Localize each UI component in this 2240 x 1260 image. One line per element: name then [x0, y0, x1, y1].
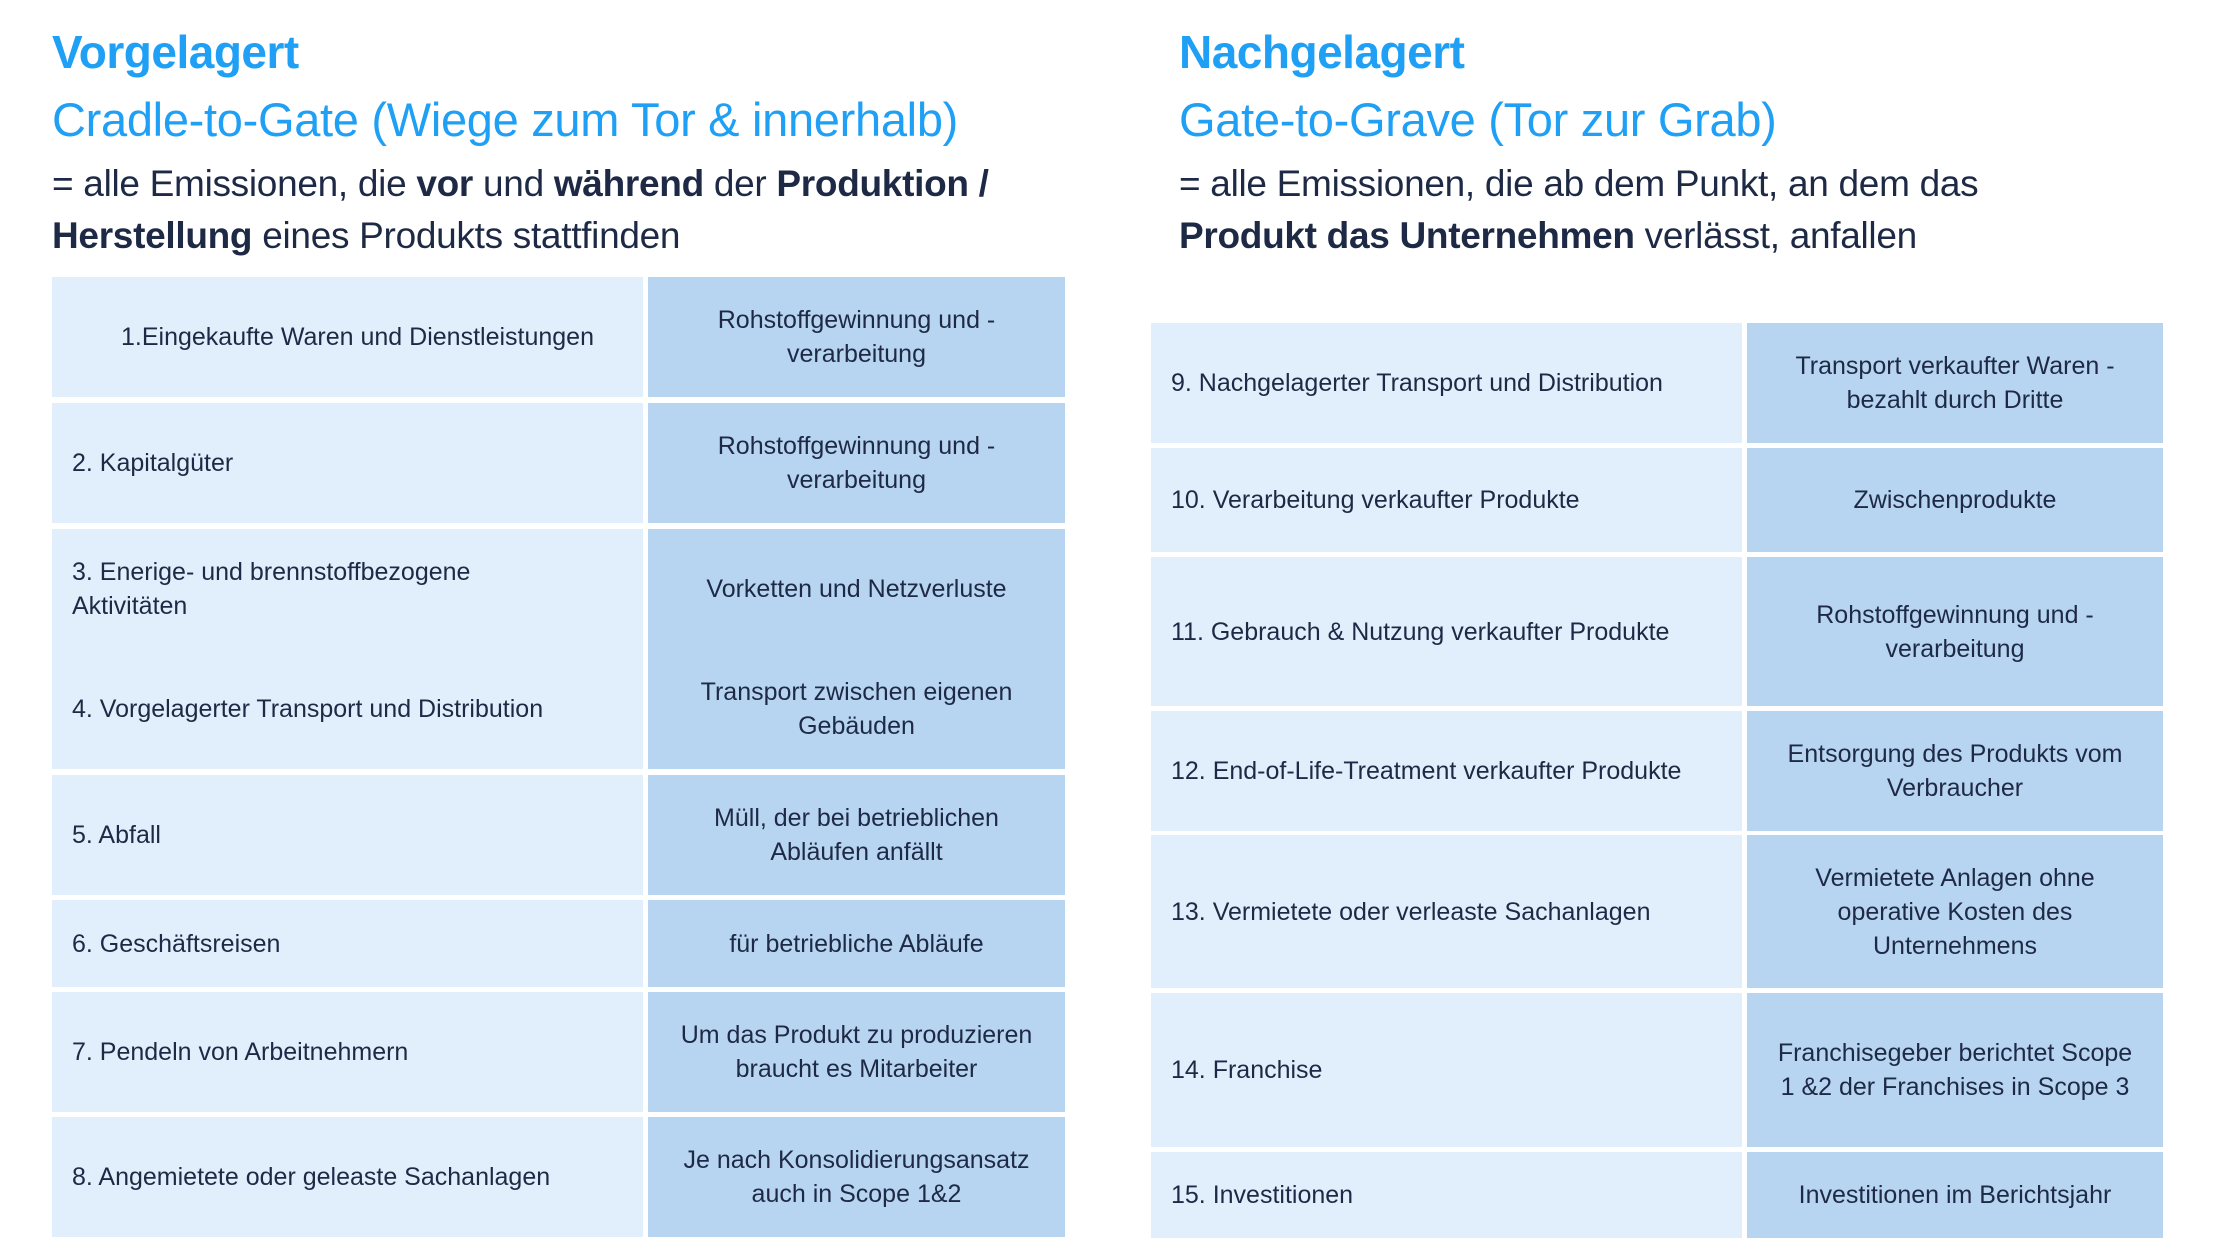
category-cell: 12. End-of-Life-Treatment verkaufter Produkte	[1151, 711, 1742, 831]
category-cell: 11. Gebrauch & Nutzung verkaufter Produkte	[1151, 557, 1742, 706]
description-cell: Rohstoffgewinnung und - verarbeitung	[648, 403, 1065, 523]
description-cell: Rohstoffgewinnung und - verarbeitung	[648, 277, 1065, 397]
table-row	[52, 1117, 1065, 1237]
downstream-description: = alle Emissionen, die ab dem Punkt, an dem das Produkt das Unternehmen verlässt, anfallen	[1179, 163, 1979, 256]
table-row	[1151, 711, 2163, 831]
category-cell: 1.Eingekaufte Waren und Dienstleistungen	[52, 277, 643, 397]
table-row	[52, 277, 1065, 397]
description-cell: Zwischenprodukte	[1747, 448, 2163, 552]
table-row	[1151, 1152, 2163, 1238]
category-cell: 8. Angemietete oder geleaste Sachanlagen	[52, 1117, 643, 1237]
category-cell: 3. Enerige- und brennstoffbezogene Aktivitäten	[52, 529, 643, 649]
upstream-kicker: Vorgelagert	[52, 26, 299, 78]
description-cell: Investitionen im Berichtsjahr	[1747, 1152, 2163, 1238]
table-row	[52, 992, 1065, 1112]
table-row	[52, 649, 1065, 769]
category-cell: 15. Investitionen	[1151, 1152, 1742, 1238]
table-row	[1151, 557, 2163, 706]
category-cell: 14. Franchise	[1151, 993, 1742, 1147]
table-row	[52, 775, 1065, 895]
description-cell: Rohstoffgewinnung und - verarbeitung	[1747, 557, 2163, 706]
description-cell: Entsorgung des Produkts vom Verbraucher	[1747, 711, 2163, 831]
description-cell: Um das Produkt zu produzieren braucht es Mitarbeiter	[648, 992, 1065, 1112]
upstream-description: = alle Emissionen, die vor und während der Produktion / Herstellung eines Produkts stattfinden	[52, 163, 989, 256]
description-cell: Vermietete Anlagen ohne operative Kosten des Unternehmens	[1747, 835, 2163, 988]
description-cell: Müll, der bei betrieblichen Abläufen anfällt	[648, 775, 1065, 895]
category-cell: 4. Vorgelagerter Transport und Distribution	[52, 649, 643, 769]
table-row	[1151, 993, 2163, 1147]
description-cell: Vorketten und Netzverluste	[648, 529, 1065, 649]
description-cell: Transport zwischen eigenen Gebäuden	[648, 649, 1065, 769]
table-row	[52, 529, 1065, 649]
category-cell: 13. Vermietete oder verleaste Sachanlagen	[1151, 835, 1742, 988]
category-cell: 7. Pendeln von Arbeitnehmern	[52, 992, 643, 1112]
table-row	[1151, 448, 2163, 552]
category-cell: 10. Verarbeitung verkaufter Produkte	[1151, 448, 1742, 552]
description-cell: Je nach Konsolidierungsansatz auch in Scope 1&2	[648, 1117, 1065, 1237]
table-row	[1151, 323, 2163, 443]
table-row	[52, 403, 1065, 523]
upstream-subtitle: Cradle-to-Gate (Wiege zum Tor & innerhalb)	[52, 93, 959, 146]
category-cell: 2. Kapitalgüter	[52, 403, 643, 523]
downstream-kicker: Nachgelagert	[1179, 26, 1465, 78]
category-cell: 9. Nachgelagerter Transport und Distribution	[1151, 323, 1742, 443]
table-row	[52, 900, 1065, 987]
category-cell: 6. Geschäftsreisen	[52, 900, 643, 987]
downstream-subtitle: Gate-to-Grave (Tor zur Grab)	[1179, 93, 1777, 146]
category-cell: 5. Abfall	[52, 775, 643, 895]
table-row	[1151, 835, 2163, 988]
description-cell: Franchisegeber berichtet Scope 1 &2 der Franchises in Scope 3	[1747, 993, 2163, 1147]
description-cell: für betriebliche Abläufe	[648, 900, 1065, 987]
description-cell: Transport verkaufter Waren - bezahlt durch Dritte	[1747, 323, 2163, 443]
